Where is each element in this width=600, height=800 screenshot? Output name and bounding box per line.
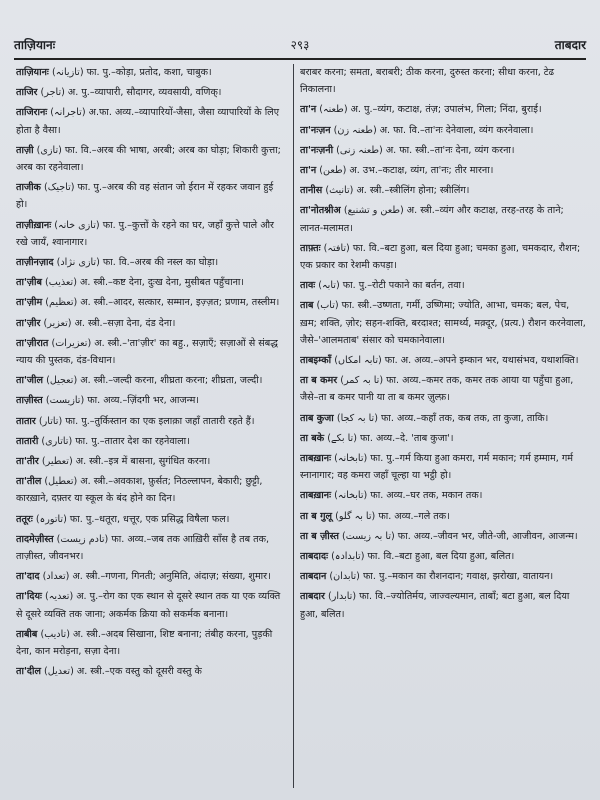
dictionary-entry — [300, 182, 586, 199]
definition: (طعنہ) अ. पु.–व्यंग, कटाक्ष, तंज़; उपालंभ, गिला; निंदा, बुराई। — [319, 104, 542, 116]
headword: ताजीक — [16, 182, 41, 194]
headword: ततूरः — [16, 513, 33, 525]
definition: (طعنہ زن) अ. फा. वि.–ता'नः देनेवाला, व्यंग करनेवाला। — [333, 124, 534, 136]
headword: तावः — [300, 280, 316, 292]
headword: ताजिरानः — [16, 107, 48, 119]
dictionary-entry — [300, 410, 586, 427]
headword: ता'दियः — [16, 591, 42, 603]
definition: (تعزیر) अ. स्त्री.–सज़ा देना, दंड देना। — [43, 317, 176, 329]
headword: ताज़ीस्त — [16, 395, 43, 407]
dictionary-entry — [16, 315, 286, 332]
dictionary-entry — [16, 663, 286, 680]
definition: (تا بہ زیست) फा. अव्य.–जीवन भर, जीते-जी, आजीवन, आजन्म। — [341, 530, 578, 542]
headword: ता'नोतश्नीअ — [300, 205, 341, 217]
header-rule — [14, 58, 586, 60]
dictionary-entry — [300, 142, 586, 159]
definition: (تازیانہ) फा. पु.–कोड़ा, प्रतोद, कशा, चाबुक। — [51, 67, 212, 78]
headword: ताजिर — [16, 87, 38, 99]
headword: ता ब कमर — [300, 375, 338, 387]
definition: (تاجیک) फा. पु.–अरब की वह संतान जो ईरान में रहकर जवान हुई हो। — [16, 182, 274, 211]
dictionary-entry — [300, 430, 586, 447]
dictionary-entry — [300, 568, 586, 585]
dictionary-entry — [300, 277, 586, 294]
page-number: २९३ — [290, 38, 310, 52]
headword: ता'न — [300, 165, 317, 177]
headword: ता ब गुलू — [300, 510, 333, 522]
definition: (تاجر) अ. पु.–व्यापारी, सौदागर, व्यवसायी, वणिक्। — [40, 87, 222, 99]
definition: (طعن و تشنیع) अ. स्त्री.–व्यंग और कटाक्ष, तरह-तरह के ताने; लानत-मलामत। — [300, 205, 564, 234]
dictionary-entry — [16, 64, 286, 81]
definition: (تابخانہ) फा. पु.–गर्म किया हुआ कमरा, गर्म मकान; गर्म हम्माम, गर्म स्नानागार; वह कमरा जहाँ चूल्हा या भट्ठी हो। — [300, 453, 574, 482]
dictionary-entry — [16, 568, 286, 585]
dictionary-entry — [300, 240, 586, 274]
definition: (تاتاری) फा. पु.–तातार देश का रहनेवाला। — [41, 435, 190, 447]
header-first-word: ताज़ियानः — [14, 38, 56, 52]
headword: ता'नःज़नी — [300, 144, 334, 156]
definition: (طعنہ زنی) अ. फा. स्त्री.–ता'नः देना, व्यंग करना। — [336, 144, 515, 156]
headword: ताबइम्काँ — [300, 355, 332, 367]
definition: (تعطیل) अ. स्त्री.–अवकाश, फ़ुर्सत; निठल्लापन, बेकारी; छुट्टी, कारख़ाने, दफ़्तर या स्कूल के बंद होने का दिन। — [16, 476, 263, 505]
definition: (تعطیر) अ. स्त्री.–इत्र में बासना, सुगंधित करना। — [41, 456, 211, 468]
dictionary-entry — [300, 528, 586, 545]
definition: (تادیب) अ. स्त्री.–अदब सिखाना, शिष्ट बनाना; तंबीह करना, पुड़की देना, कान मरोड़ना, सज़ा देना। — [16, 628, 273, 658]
definition: (تا بہ کجا) फा. अव्य.–कहाँ तक, कब तक, ता कुजा, ताकि। — [336, 412, 549, 424]
dictionary-entry — [16, 453, 286, 470]
dictionary-entry — [300, 202, 586, 236]
dictionary-entry — [16, 274, 286, 291]
headword: ताबीब — [16, 628, 38, 640]
dictionary-entry — [300, 101, 586, 118]
definition: (تابدادہ) फा. वि.–बटा हुआ, बल दिया हुआ, बलित। — [331, 551, 515, 563]
dictionary-entry — [16, 433, 286, 450]
headword: ता'तील — [16, 476, 42, 488]
dictionary-entry — [300, 162, 586, 179]
headword: तानीस — [300, 185, 323, 197]
dictionary-entry — [16, 413, 286, 430]
headword: तातारी — [16, 435, 39, 447]
definition: (تعجیل) अ. स्त्री.–जल्दी करना, शीघ्रता करना; शीघ्रता, जल्दी। — [46, 375, 263, 387]
headword: ताबख़ानः — [300, 490, 332, 502]
page-header — [14, 36, 586, 56]
dictionary-entry — [16, 588, 286, 622]
dictionary-entry — [16, 531, 286, 565]
dictionary-entry — [300, 64, 586, 98]
definition: (تا بہ کمر) फा. अव्य.–कमर तक, कमर तक आया या पहुँचा हुआ, जैसे–ता ब कमर पानी या ता ब कमर ज़ुल्फ़। — [300, 375, 574, 404]
dictionary-entry — [16, 104, 286, 138]
dictionary-entry — [300, 508, 586, 525]
definition: (تازی نژاد) फा. वि.–अरब की नस्ल का घोड़ा। — [56, 257, 219, 269]
headword: ताज़ीख़ानः — [16, 219, 52, 231]
headword: ता'ज़ीम — [16, 297, 43, 309]
dictionary-entry — [16, 392, 286, 409]
dictionary-entry — [16, 511, 286, 528]
definition: (تاتورہ) फा. पु.–धतूरा, धत्तूर, एक प्रसिद्ध विषैला फल। — [35, 513, 230, 525]
definition: (طعن) अ. उभ.–कटाक्ष, व्यंग, ता'नः; तीर मारना। — [319, 165, 494, 177]
definition: (تازیست) फा. अव्य.–ज़िंदगी भर, आजन्म। — [45, 395, 200, 407]
definition: (تعدیل) अ. स्त्री.–एक वस्तु को दूसरी वस्तु के — [44, 666, 202, 678]
headword: ताबदान — [300, 571, 327, 583]
left-column — [16, 64, 286, 792]
definition: (تازی) फा. वि.–अरब की भाषा, अरबी; अरब का घोड़ा; शिकारी कुत्ता; अरब का रहनेवाला। — [16, 144, 281, 174]
definition: (تعزیرات) अ. स्त्री.–'ता'ज़ीर' का बहु., सज़ाएँ; सज़ाओं से संबद्ध न्याय की पुस्तक, दंड-विधान। — [16, 337, 278, 367]
headword: ता ब ज़ीस्त — [300, 530, 339, 542]
headword: ताबख़ानः — [300, 453, 332, 465]
headword: ता'नःज़न — [300, 124, 331, 136]
dictionary-entry — [300, 487, 586, 504]
dictionary-entry — [16, 626, 286, 660]
definition: (تعذیب) अ. स्त्री.–कष्ट देना, दुःख देना, मुसीबत पहुँचाना। — [45, 277, 245, 289]
dictionary-entry — [16, 84, 286, 101]
headword: ताज़ियानः — [16, 67, 49, 78]
right-column — [300, 64, 586, 792]
dictionary-entry — [16, 473, 286, 507]
definition: (تعظیم) अ. स्त्री.–आदर, सत्कार, सम्मान, इज़्ज़त; प्रणाम, तस्लीम। — [45, 297, 280, 309]
dictionary-entry — [16, 217, 286, 251]
dictionary-entry — [300, 352, 586, 369]
definition: बराबर करना; समता, बराबरी; ठीक करना, दुरुस्त करना; सीधा करना, टेढ निकालना। — [300, 67, 555, 96]
definition: (تافتہ) फा. वि.–बटा हुआ, बल दिया हुआ; चमका हुआ, चमकदार, रौशन; एक प्रकार का रेशमी कपड़ा। — [300, 242, 581, 272]
dictionary-entry — [300, 588, 586, 622]
definition: (تابہ) फा. पु.–रोटी पकाने का बर्तन, तवा। — [318, 280, 465, 292]
definition: (تاب) फा. स्त्री.–उष्णता, गर्मी, उष्णिमा; ज्योति, आभा, चमक; बल, पेच, ख़म; शक्ति, ज़ोर; सहन-शक्ति, बरदाश्त; सामर्थ्य, मक़्दूर, (प्रत्य.) रौशन करनेवाला, जैसे–'आलमताब' संसार को चमकानेवाला। — [300, 300, 586, 346]
definition: (تعداد) अ. स्त्री.–गणना, गिनती; अनुमिति, अंदाज़; संख्या, शुमार। — [42, 571, 271, 583]
definition: (تاتار) फा. पु.–तुर्किस्तान का एक इलाक़ा जहाँ तातारी रहते हैं। — [38, 415, 255, 427]
headword: ताब — [300, 300, 314, 312]
headword: ताफ़्तः — [300, 242, 321, 254]
header-last-word: ताबदार — [554, 38, 586, 52]
headword: ता'ज़ीर — [16, 317, 41, 329]
dictionary-entry — [16, 254, 286, 271]
headword: ता'ज़ीरात — [16, 337, 49, 349]
column-divider — [293, 64, 294, 788]
definition: (تادم زیست) फा. अव्य.–जब तक आख़िरी साँस है तब तक, ताज़ीस्त, जीवनभर। — [16, 533, 269, 563]
headword: तातार — [16, 415, 36, 427]
definition: (تعدیہ) अ. पु.–रोग का एक स्थान से दूसरे स्थान तक या एक व्यक्ति से दूसरे व्यक्ति तक जाना; अकर्मक क्रिया को सकर्मक बनाना। — [16, 591, 281, 620]
headword: ता बके — [300, 432, 325, 444]
headword: ताबदार — [300, 591, 325, 603]
dictionary-entry — [300, 548, 586, 565]
headword: ता'दाद — [16, 571, 40, 583]
definition: (تازی خانہ) फा. पु.–कुत्तों के रहने का घर, जहाँ कुत्ते पाले और रखे जायँ, श्वानागार। — [16, 219, 274, 248]
headword: ताज़ी — [16, 144, 34, 156]
definition: (تانیث) अ. स्त्री.–स्त्रीलिंग होना; स्त्रीलिंग। — [325, 185, 470, 197]
headword: ता'न — [300, 104, 317, 116]
dictionary-entry — [16, 335, 286, 369]
headword: ताबदादः — [300, 551, 329, 563]
dictionary-entry — [300, 297, 586, 349]
dictionary-entry — [16, 142, 286, 176]
dictionary-entry — [300, 450, 586, 484]
headword: ता'तीर — [16, 456, 39, 468]
dictionary-entry — [16, 179, 286, 213]
definition: (تا بہ گلو) फा. अव्य.–गले तक। — [335, 510, 450, 522]
definition: (تاجرانہ) अ.फा. अव्य.–व्यापारियों-जैसा, जैसा व्यापारियों के लिए होता है वैसा। — [16, 107, 279, 136]
headword: ताज़ीनज़ाद — [16, 257, 54, 269]
headword: तादमेज़ीस्त — [16, 533, 54, 545]
headword: ताब कुजा — [300, 412, 334, 424]
dictionary-entry — [16, 372, 286, 389]
headword: ता'ज़ीब — [16, 277, 42, 289]
headword: ता'दील — [16, 666, 41, 678]
definition: (تابخانہ) फा. अव्य.–घर तक, मकान तक। — [334, 490, 483, 502]
definition: (تا بکے) फा. अव्य.–दे. 'ताब कुजा'। — [327, 432, 454, 444]
dictionary-entry — [16, 294, 286, 311]
definition: (تابہ امکاں) फा. अ. अव्य.–अपने इम्कान भर, यथासंभव, यथाशक्ति। — [334, 355, 579, 367]
definition: (تابدار) फा. वि.–ज्योतिर्मय, जाज्वल्यमान, ताबाँ; बटा हुआ, बल दिया हुआ, बलित। — [300, 591, 570, 620]
definition: (تابدان) फा. पु.–मकान का रौशनदान; गवाक्ष, झरोखा, वातायन। — [329, 571, 554, 583]
headword: ता'जील — [16, 375, 43, 387]
dictionary-entry — [300, 122, 586, 139]
dictionary-entry — [300, 372, 586, 406]
